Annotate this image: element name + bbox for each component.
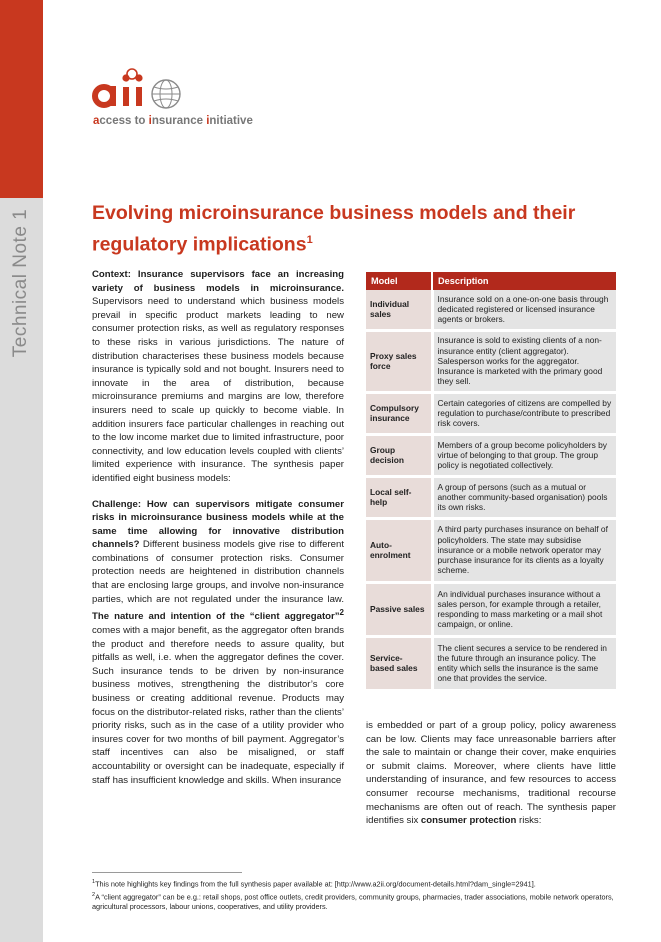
business-models-table — [366, 272, 616, 692]
challenge-bold-2: The nature and intention of the “client aggregator” — [92, 611, 340, 623]
tagline-part: a — [93, 115, 100, 127]
challenge-body-2: comes with a major benefit, as the aggregator often brands the product and therefore needs to assure quality, but pitfalls as well, i.e. when the aggregator defines the cover. Such insurance tends to be driven by non-insurance business motives, strengthening the distributor’s core business or creating additional revenue. Products may focus on the distributor-related risks, rather than the clients’ priority risks, such as in the case of a utility provider who insures cover for two months of bill payment. Aggregator’s staff incentives can also be misaligned, or staff accountability or oversight can be inadequate, especially if staff has insufficient knowledge and skills. When insurance — [92, 625, 344, 786]
table-cell-model: Local self-help — [366, 476, 432, 518]
continuation-body: is embedded or part of a group policy, policy awareness can be low. Clients may face unreasonable barriers after the sale to maintain or change their cover, make enquiries or submit claims. Moreover, where clients have little understanding of insurance, and few resources to access consumer recourse mechanisms, traditional recourse mechanisms are often out of reach. The synthesis paper identifies six — [366, 720, 616, 827]
footnote-1 — [92, 878, 622, 889]
continuation-bold: consumer protection — [420, 815, 517, 827]
table-cell-description: Certain categories of citizens are compelled by regulation to purchase/contribute to prescribed risk covers. — [432, 392, 616, 434]
table-row — [366, 330, 616, 392]
table-header-description: Description — [432, 272, 616, 290]
continuation-end: risks: — [516, 815, 542, 827]
left-column — [92, 268, 344, 799]
table-cell-model: Service-based sales — [366, 636, 432, 690]
tagline-part: i — [206, 115, 210, 127]
challenge-body-1: Different business models give rise to different combinations of consumer protection risks. Consumer protection needs are heightened in distribution channels that are enclosing large groups, and involve non-insurance parties, which are not regulated under the insurance law. — [92, 539, 344, 605]
table-cell-model: Passive sales — [366, 582, 432, 636]
table-cell-description: Members of a group become policyholders by virtue of belonging to that group. The group policy is negotiated collectively. — [432, 434, 616, 476]
table-cell-model: Group decision — [366, 434, 432, 476]
context-body: Supervisors need to understand which business models prevail in specific product markets leading to new consumer protection risks, as well as regulatory responses to these risks in various jurisdictions. The nature of distribution characterises these business models because insurance is typically sold and not bought. Insurers need to innovate in the area of distribution, because microinsurance premiums and margins are low, therefore insurers need to scale up quickly to become viable. In addition insurers face particular challenges in reaching out to the low income market due to limited infrastructure, poor connectivity, and low education levels coupled with clients’ limited experience with insurance. The synthesis paper identified eight business models: — [92, 296, 344, 484]
footnote-marker: 2 — [92, 891, 96, 898]
challenge-footnote-marker: 2 — [339, 608, 344, 618]
page-title — [92, 200, 632, 259]
logo-tagline — [93, 115, 253, 127]
table-row — [366, 434, 616, 476]
challenge-paragraph — [92, 498, 344, 788]
tagline-part: to — [134, 115, 149, 127]
table-header-model: Model — [366, 272, 432, 290]
table-cell-model: Compulsory insurance — [366, 392, 432, 434]
table-cell-description: An individual purchases insurance without a sales person, for example through a retailer, responding to mass marketing or a mail shot campaign, or online. — [432, 582, 616, 636]
context-lead: Context: — [92, 269, 131, 280]
table-cell-model: Individual sales — [366, 290, 432, 330]
title-footnote-marker: 1 — [306, 234, 313, 246]
table-cell-model: Auto-enrolment — [366, 518, 432, 582]
table-cell-description: Insurance sold on a one-on-one basis through dedicated registered or licensed insurance agents or brokers. — [432, 290, 616, 330]
sidebar-red-band — [0, 0, 43, 198]
tagline-part: i — [148, 115, 152, 127]
table-row — [366, 518, 616, 582]
footnote-text: A “client aggregator” can be e.g.: retail shops, post office outlets, credit providers, community groups, pharmacies, trader associations, mobile network operators, agricultural processors, labour unions, cooperatives, and utility providers. — [92, 892, 614, 911]
continuation-paragraph — [366, 719, 616, 828]
footnote-marker: 1 — [92, 879, 96, 885]
challenge-lead: Challenge: — [92, 498, 142, 510]
table-cell-description: Insurance is sold to existing clients of a non-insurance entity (client aggregator). Salesperson works for the aggregator. Insurance is marketed with the primary good they sell. — [432, 330, 616, 392]
footnote-divider — [92, 872, 242, 873]
a2ii-logo-icon — [92, 66, 192, 112]
table-cell-description: A group of persons (such as a mutual or another community-based organisation) pools its own risks. — [432, 476, 616, 518]
footnotes — [92, 878, 622, 913]
table-row — [366, 582, 616, 636]
challenge-bold: How can supervisors mitigate consumer risks in microinsurance business models while at the same time allowing for innovative distribution channels? — [92, 498, 344, 551]
table-cell-description: The client secures a service to be rendered in the future through an insurance policy. The entity which sells the insurance is the same one that provides the service. — [432, 636, 616, 690]
table-row — [366, 290, 616, 330]
table-header-row — [366, 272, 616, 290]
page-title-text: Evolving microinsurance business models and their regulatory implications — [92, 202, 576, 256]
table-cell-description: A third party purchases insurance on behalf of policyholders. The state may subsidise insurance or a mobile network operator may purchase insurance for its clients as a loyalty scheme. — [432, 518, 616, 582]
tagline-part: nitiative — [209, 115, 253, 127]
table-row — [366, 476, 616, 518]
table-row — [366, 392, 616, 434]
tagline-part: nsurance — [151, 115, 207, 127]
context-paragraph — [92, 268, 344, 486]
sidebar-label-text: Technical Note 1 — [10, 208, 31, 358]
table-cell-model: Proxy sales force — [366, 330, 432, 392]
table-row — [366, 636, 616, 690]
footnote-text: This note highlights key findings from the full synthesis paper available at: [http://www.a2ii.org/document-details.html?dam_single=2941]. — [95, 879, 536, 889]
right-column — [366, 719, 616, 828]
sidebar-label — [4, 208, 38, 358]
footnote-2 — [92, 891, 622, 911]
tagline-part: ccess — [99, 115, 135, 127]
a2ii-logo — [92, 66, 272, 132]
context-bold: Insurance supervisors face an increasing variety of business models in microinsurance. — [92, 269, 344, 294]
